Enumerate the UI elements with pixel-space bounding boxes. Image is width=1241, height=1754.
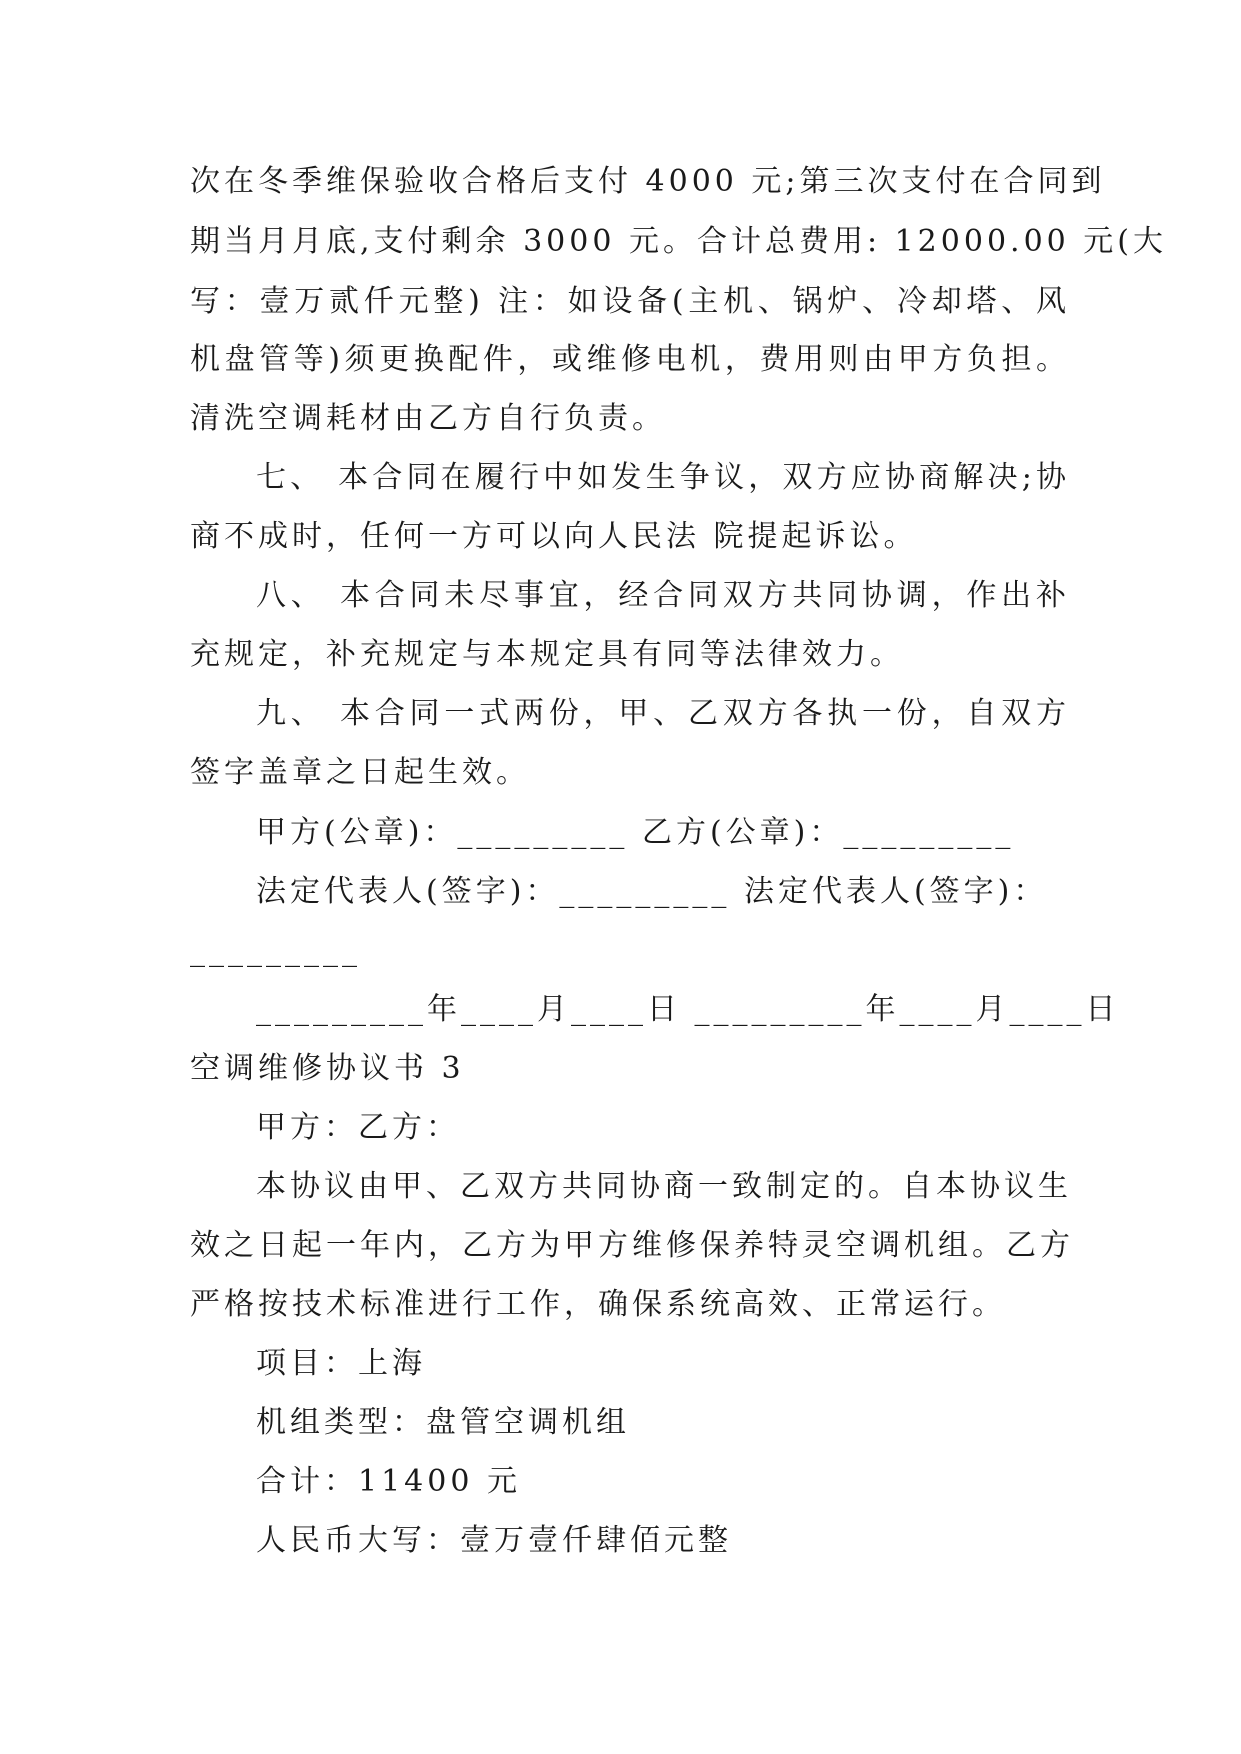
amount-in-words-line: 人民币大写：壹万壹仟肆佰元整 — [256, 1523, 732, 1558]
date-line: _________年____月____日 _________年____月____日 — [256, 992, 1120, 1027]
paragraph-line: 写：壹万贰仟元整) 注：如设备(主机、锅炉、冷却塔、风 — [190, 284, 1070, 319]
clause-seven: 七、 本合同在履行中如发生争议，双方应协商解决;协 — [256, 460, 1070, 495]
seal-line: 甲方(公章)：_________ 乙方(公章)：_________ — [256, 815, 1015, 850]
unit-type-line: 机组类型：盘管空调机组 — [256, 1405, 630, 1440]
representative-signature-line: 法定代表人(签字)：_________ 法定代表人(签字)： — [256, 874, 1048, 909]
signature-blank: _________ — [190, 933, 361, 968]
agreement-paragraph-line: 效之日起一年内，乙方为甲方维修保养特灵空调机组。乙方 — [190, 1228, 1074, 1263]
paragraph-line: 次在冬季维保验收合格后支付 4000 元;第三次支付在合同到 — [190, 164, 1106, 199]
paragraph-line: 充规定，补充规定与本规定具有同等法律效力。 — [190, 637, 904, 672]
paragraph-line: 机盘管等)须更换配件，或维修电机，费用则由甲方负担。 — [190, 342, 1070, 377]
agreement-paragraph-line: 严格按技术标准进行工作，确保系统高效、正常运行。 — [190, 1287, 1006, 1322]
paragraph-line: 期当月月底,支付剩余 3000 元。合计总费用: 12000.00 元(大 — [190, 224, 1167, 259]
paragraph-line: 清洗空调耗材由乙方自行负责。 — [190, 401, 666, 436]
agreement-paragraph-line: 本协议由甲、乙双方共同协商一致制定的。自本协议生 — [256, 1169, 1072, 1204]
total-line: 合计：11400 元 — [256, 1464, 521, 1499]
project-line: 项目：上海 — [256, 1346, 426, 1381]
section-title: 空调维修协议书 3 — [190, 1051, 465, 1086]
paragraph-line: 商不成时，任何一方可以向人民法 院提起诉讼。 — [190, 519, 918, 554]
paragraph-line: 签字盖章之日起生效。 — [190, 755, 530, 790]
clause-nine: 九、 本合同一式两份，甲、乙双方各执一份，自双方 — [256, 696, 1070, 731]
parties-line: 甲方：乙方： — [256, 1110, 460, 1145]
clause-eight: 八、 本合同未尽事宜，经合同双方共同协调，作出补 — [256, 578, 1070, 613]
